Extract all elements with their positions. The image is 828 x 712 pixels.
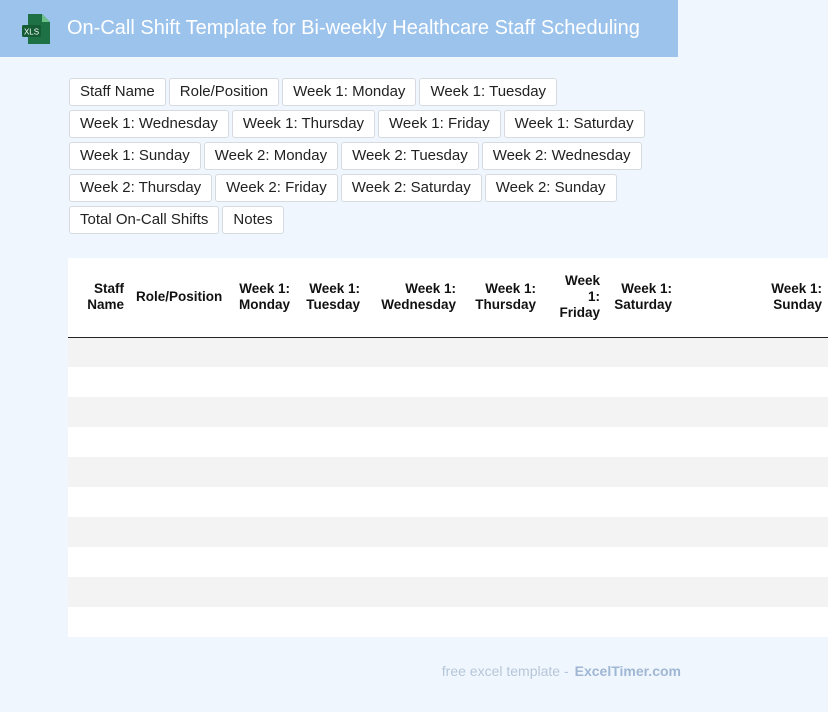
table-cell[interactable] [678,367,828,397]
column-header[interactable] [296,258,366,337]
table-cell[interactable] [68,457,130,487]
table-body [68,337,828,637]
table-cell[interactable] [678,337,828,367]
table-cell[interactable] [130,607,226,637]
table-cell[interactable] [606,517,678,547]
table-cell[interactable] [606,487,678,517]
table-cell[interactable] [226,517,296,547]
table-cell[interactable] [462,487,542,517]
table-cell[interactable] [226,487,296,517]
column-header[interactable] [606,258,678,337]
table-cell[interactable] [68,487,130,517]
column-header-line: Week 1: [621,281,672,297]
field-chip[interactable]: Week 2: Tuesday [341,142,479,170]
table-cell[interactable] [462,457,542,487]
field-chip[interactable]: Week 2: Friday [215,174,338,202]
column-header-line: Week 1: [239,281,290,297]
table-cell[interactable] [68,607,130,637]
field-chip[interactable]: Total On-Call Shifts [69,206,219,234]
table-cell[interactable] [462,397,542,427]
field-chip[interactable]: Week 1: Sunday [69,142,201,170]
table-cell[interactable] [226,457,296,487]
table-cell[interactable] [130,337,226,367]
table-cell[interactable] [366,427,462,457]
table-cell[interactable] [678,457,828,487]
table-cell[interactable] [462,517,542,547]
table-cell[interactable] [296,457,366,487]
footer [442,663,681,679]
table-cell[interactable] [226,547,296,577]
table-cell[interactable] [226,577,296,607]
field-chip[interactable]: Week 1: Thursday [232,110,375,138]
field-chip[interactable]: Week 2: Saturday [341,174,482,202]
table-cell[interactable] [366,337,462,367]
field-chip[interactable]: Role/Position [169,78,279,106]
field-chip[interactable]: Week 2: Thursday [69,174,212,202]
column-header-line: Role/Position [136,289,223,305]
table-row [68,577,828,607]
table-cell[interactable] [606,457,678,487]
table-cell[interactable] [606,337,678,367]
column-header[interactable] [678,258,828,337]
table-row [68,547,828,577]
column-header-line: Week [564,273,600,289]
table-row [68,337,828,367]
table-cell[interactable] [130,457,226,487]
table-header-row [68,258,828,337]
table-cell[interactable] [542,337,606,367]
table-cell[interactable] [366,517,462,547]
table-cell[interactable] [226,337,296,367]
table-cell[interactable] [606,607,678,637]
table-row [68,517,828,547]
table-cell[interactable] [296,517,366,547]
table-cell[interactable] [226,367,296,397]
column-header-line: Staff [94,281,124,297]
table-cell[interactable] [542,397,606,427]
table-cell[interactable] [130,427,226,457]
table-cell[interactable] [678,547,828,577]
table-cell[interactable] [130,367,226,397]
column-header[interactable] [366,258,462,337]
table-row [68,397,828,427]
table-cell[interactable] [366,397,462,427]
table-cell[interactable] [68,547,130,577]
table-cell[interactable] [296,607,366,637]
column-header[interactable] [68,258,130,337]
schedule-table [68,258,822,637]
field-chip[interactable]: Week 1: Tuesday [419,78,557,106]
field-chip[interactable]: Week 1: Saturday [504,110,645,138]
column-header-line: Week 1: [309,281,360,297]
table-cell[interactable] [542,487,606,517]
table-cell[interactable] [296,337,366,367]
table-cell[interactable] [130,517,226,547]
column-header[interactable] [130,258,226,337]
table-row [68,607,828,637]
field-chip[interactable]: Week 2: Monday [204,142,338,170]
column-header-line: Thursday [475,297,536,313]
footer-text: free excel template - [441,663,569,679]
table-cell[interactable] [678,517,828,547]
table-cell[interactable] [462,577,542,607]
table-cell[interactable] [678,607,828,637]
table-cell[interactable] [462,427,542,457]
table-cell[interactable] [226,427,296,457]
field-chip-list [69,78,681,234]
column-header-line: 1: [587,289,600,305]
table-cell[interactable] [462,547,542,577]
table-cell[interactable] [678,397,828,427]
table-cell[interactable] [462,337,542,367]
table-cell[interactable] [542,517,606,547]
xls-icon-label: XLS [23,27,40,37]
xls-file-icon [22,14,50,44]
table-cell[interactable] [366,487,462,517]
table-cell[interactable] [366,367,462,397]
table-cell[interactable] [542,547,606,577]
table-cell[interactable] [606,547,678,577]
table-cell[interactable] [678,487,828,517]
table-cell[interactable] [606,397,678,427]
field-chip[interactable]: Week 2: Sunday [485,174,617,202]
table-row [68,427,828,457]
table-cell[interactable] [366,577,462,607]
table-cell[interactable] [130,547,226,577]
table-cell[interactable] [542,607,606,637]
column-header[interactable] [542,258,606,337]
table-cell[interactable] [606,367,678,397]
table-cell[interactable] [68,427,130,457]
field-chip[interactable]: Week 1: Monday [282,78,416,106]
table-cell[interactable] [130,397,226,427]
table-cell[interactable] [296,427,366,457]
table-cell[interactable] [462,607,542,637]
table-cell[interactable] [606,577,678,607]
table-cell[interactable] [542,367,606,397]
column-header[interactable] [226,258,296,337]
table-cell[interactable] [68,517,130,547]
table-cell[interactable] [296,367,366,397]
field-chip[interactable]: Staff Name [69,78,166,106]
table-row [68,367,828,397]
table-cell[interactable] [68,397,130,427]
table-cell[interactable] [542,427,606,457]
column-header-line: Name [87,297,124,313]
table-cell[interactable] [542,577,606,607]
column-header-line: Friday [559,305,600,321]
column-header-line: Week 1: [771,281,822,297]
table-row [68,457,828,487]
table-cell[interactable] [366,547,462,577]
table-row [68,487,828,517]
table-cell[interactable] [226,397,296,427]
table-cell[interactable] [130,487,226,517]
column-header-line: Week 1: [405,281,456,297]
field-chip[interactable]: Week 1: Friday [378,110,501,138]
column-header-line: Week 1: [485,281,536,297]
column-header-line: Tuesday [306,297,360,313]
table-cell[interactable] [296,547,366,577]
column-header-line: Wednesday [381,297,456,313]
column-header-line: Monday [238,297,290,313]
table-cell[interactable] [296,577,366,607]
column-header-line: Saturday [614,297,672,313]
page-title: On-Call Shift Template for Bi-weekly Healthcare Staff Scheduling [67,17,640,39]
table-cell[interactable] [678,577,828,607]
table-cell[interactable] [68,337,130,367]
field-chip[interactable]: Notes [222,206,283,234]
column-header-line: Sunday [773,297,822,313]
table-cell[interactable] [366,607,462,637]
table-cell[interactable] [226,607,296,637]
table-cell[interactable] [296,397,366,427]
footer-brand-link[interactable]: ExcelTimer.com [574,663,681,679]
table-cell[interactable] [68,367,130,397]
table-cell[interactable] [68,577,130,607]
table-cell[interactable] [296,487,366,517]
column-header[interactable] [462,258,542,337]
field-chip[interactable]: Week 2: Wednesday [482,142,642,170]
table-cell[interactable] [130,577,226,607]
table-cell[interactable] [606,427,678,457]
table-cell[interactable] [678,427,828,457]
header-bar [0,0,678,57]
table-cell[interactable] [366,457,462,487]
table-cell[interactable] [462,367,542,397]
table-cell[interactable] [542,457,606,487]
field-chip[interactable]: Week 1: Wednesday [69,110,229,138]
